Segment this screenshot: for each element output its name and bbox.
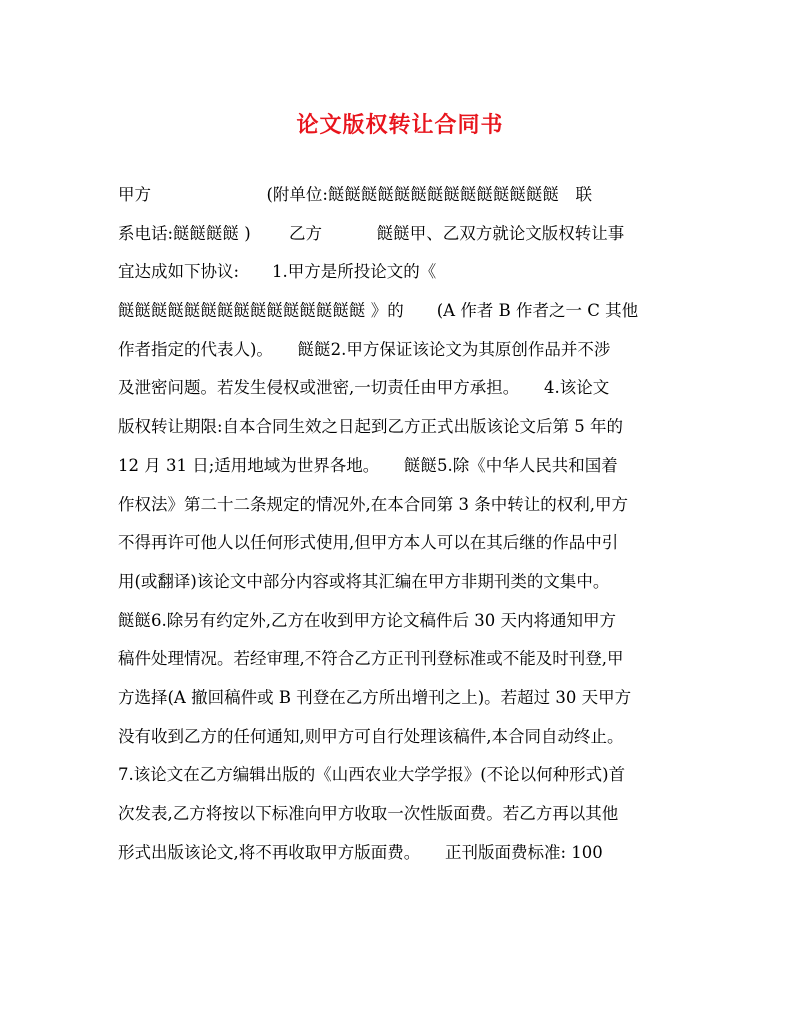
body-line: 不得再许可他人以任何形式使用,但甲方本人可以在其后继的作品中引 — [118, 533, 619, 553]
contract-body — [118, 176, 690, 872]
body-line: 稿件处理情况。若经审理,不符合乙方正刊刊登标准或不能及时刊登,甲 — [118, 649, 624, 669]
body-line: 宜达成如下协议: 1.甲方是所投论文的《 — [118, 262, 437, 282]
body-line: 方选择(A 撤回稿件或 B 刊登在乙方所出增刊之上)。若超过 30 天甲方 — [118, 687, 632, 707]
document-title: 论文版权转让合同书 — [296, 112, 504, 138]
body-line: 甲方 (附单位:餸餸餸餸餸餸餸餸餸餸餸餸餸餸 联 — [118, 185, 592, 204]
body-line: 形式出版该论文,将不再收取甲方版面费。 正刊版面费标准: 100 — [118, 842, 603, 862]
body-line: 7.该论文在乙方编辑出版的《山西农业大学学报》(不论以何种形式)首 — [118, 765, 626, 785]
body-line: 餸餸餸餸餸餸餸餸餸餸餸餸餸餸餸 》的 (A 作者 B 作者之一 C 其他 — [118, 301, 639, 321]
body-line: 作权法》第二十二条规定的情况外,在本合同第 3 条中转让的权利,甲方 — [118, 494, 628, 514]
body-line: 次发表,乙方将按以下标准向甲方收取一次性版面费。若乙方再以其他 — [118, 804, 619, 823]
body-line: 没有收到乙方的任何通知,则甲方可自行处理该稿件,本合同自动终止。 — [118, 726, 624, 746]
body-line: 用(或翻译)该论文中部分内容或将其汇编在甲方非期刊类的文集中。 — [118, 571, 610, 591]
body-line: 版权转让期限:自本合同生效之日起到乙方正式出版该论文后第 5 年的 — [118, 417, 624, 437]
body-line: 系电话:餸餸餸餸 ) 乙方 餸餸甲、乙双方就论文版权转让事 — [118, 223, 625, 243]
body-line: 餸餸6.除另有约定外,乙方在收到甲方论文稿件后 30 天内将通知甲方 — [118, 610, 616, 630]
body-line: 作者指定的代表人)。 餸餸2.甲方保证该论文为其原创作品并不涉 — [118, 339, 611, 359]
body-line: 及泄密问题。若发生侵权或泄密,一切责任由甲方承担。 4.该论文 — [118, 378, 610, 398]
body-line: 12 月 31 日;适用地域为世界各地。 餸餸5.除《中华人民共和国着 — [118, 455, 618, 475]
